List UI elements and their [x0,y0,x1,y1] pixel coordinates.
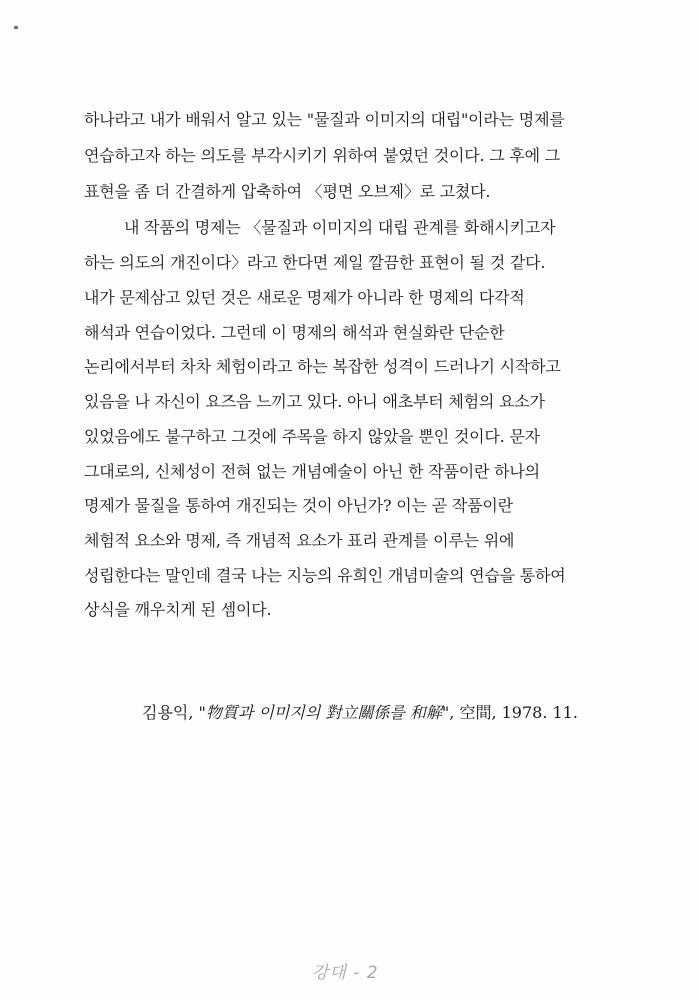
scan-speck [14,26,18,29]
paragraph-line: 명제가 물질을 통하여 개진되는 것이 아닌가? 이는 곧 작품이란 [84,496,513,515]
citation [142,702,578,724]
paragraph-line: 있었음에도 불구하고 그것에 주목을 하지 않았을 뿐인 것이다. 문자 [84,427,540,446]
paragraph-line: 그대로의, 신체성이 전혀 없는 개념예술이 아닌 한 작품이란 하나의 [84,462,540,481]
paragraph-line: 해석과 연습이었다. 그런데 이 명제의 해석과 현실화란 단순한 [84,323,505,342]
paragraph-line: 하나라고 내가 배워서 알고 있는 "물질과 이미지의 대립"이라는 명제를 [84,110,565,129]
paragraph-line: 내 작품의 명제는 〈물질과 이미지의 대립 관계를 화해시키고자 [124,218,556,237]
paragraph-line: 체험적 요소와 명제, 즉 개념적 요소가 표리 관계를 이루는 위에 [84,531,515,550]
paragraph-line: 내가 문제삼고 있던 것은 새로운 명제가 아니라 한 명제의 다각적 [84,288,525,307]
citation-author: 김용익, [142,703,199,722]
paragraph-line: 있음을 나 자신이 요즈음 느끼고 있다. 아니 애초부터 체험의 요소가 [84,392,545,411]
paragraph-line: 상식을 깨우치게 된 셈이다. [84,600,272,619]
citation-source: , 空間, 1978. 11. [449,703,578,722]
paragraph-line: 성립한다는 말인데 결국 나는 지능의 유희인 개념미술의 연습을 통하여 [84,566,566,585]
paragraph-line: 연습하고자 하는 의도를 부각시키기 위하여 붙였던 것이다. 그 후에 그 [84,146,561,165]
citation-title: "物質과 이미지의 對立關係를 和解" [198,703,450,722]
paragraph-line: 표현을 좀 더 간결하게 압축하여 〈평면 오브제〉로 고쳤다. [84,182,491,201]
paragraph-line: 논리에서부터 차차 체험이라고 하는 복잡한 성격이 드러나기 시작하고 [84,357,561,376]
paragraph-line: 하는 의도의 개진이다〉라고 한다면 제일 깔끔한 표현이 될 것 같다. [84,253,546,272]
handwritten-page-note: 강대 - 2 [312,963,379,983]
